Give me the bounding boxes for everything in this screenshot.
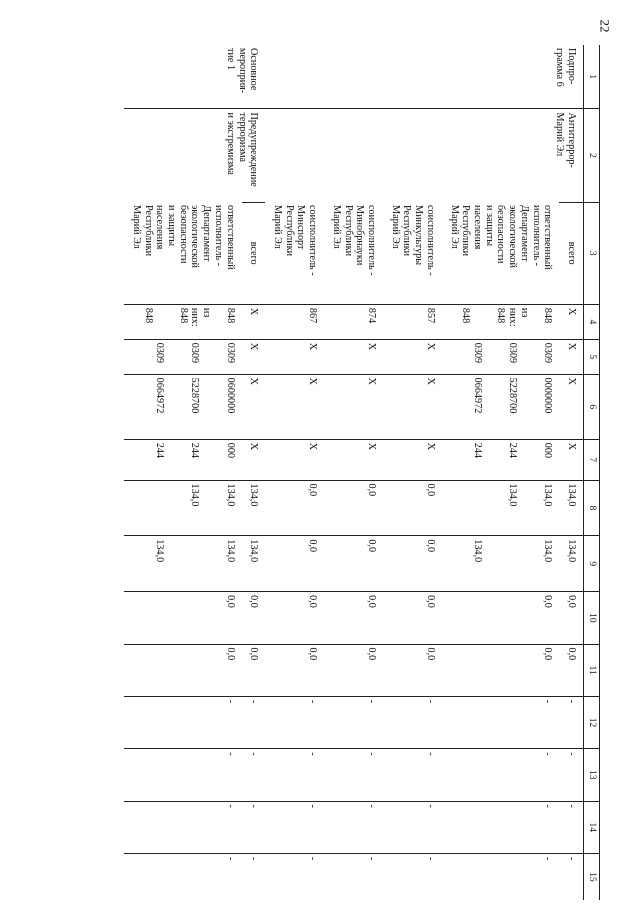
header-cell: 4 <box>584 304 600 339</box>
cell-c6: Х <box>265 374 324 439</box>
header-cell: 2 <box>584 109 600 202</box>
cell-c10: 0,0 <box>265 592 324 644</box>
header-cell: 1 <box>584 45 600 109</box>
header-cell: 11 <box>584 644 600 696</box>
cell-c8: 134,0 134,0 <box>442 480 559 536</box>
cell-c8: 134,0 134,0 <box>124 480 241 536</box>
cell-c10: 0,0 <box>242 592 266 644</box>
page-number: 22 <box>597 19 613 33</box>
cell-c15: - <box>324 853 383 900</box>
cell-c3: всего <box>559 202 583 304</box>
cell-c9: 134,0 134,0 <box>442 536 559 592</box>
cell-c6: Х <box>324 374 383 439</box>
cell-c4: 848 из них: 848 848 <box>124 304 241 339</box>
cell-c14: - <box>265 801 324 853</box>
cell-c3: ответственный исполнитель - Департамент экологической безопасности и защиты населения Республики Марий Эл <box>448 205 554 270</box>
cell-c10: 0,0 <box>442 592 559 644</box>
cell-c15: - <box>124 853 241 900</box>
table-row <box>559 45 583 900</box>
cell-c7: Х <box>265 439 324 480</box>
cell-c12: - <box>242 696 266 748</box>
header-cell: 9 <box>584 536 600 592</box>
cell-c14: - <box>242 801 266 853</box>
cell-c11: 0,0 <box>265 644 324 696</box>
cell-c10: 0,0 <box>383 592 442 644</box>
cell-c4: 857 <box>383 304 442 339</box>
cell-c14: - <box>383 801 442 853</box>
cell-c3: соисполнитель - Минкультуры Республики Марий Эл <box>389 205 436 276</box>
cell-c10: 0,0 <box>324 592 383 644</box>
cell-c15: - <box>242 853 266 900</box>
cell-c9: 134,0 <box>242 536 266 592</box>
cell-c9: 134,0 134,0 <box>124 536 241 592</box>
cell-c8: 134,0 <box>242 480 266 536</box>
table-row <box>242 45 266 900</box>
cell-c7: 000 244 244 <box>442 439 559 480</box>
cell-c13: - <box>265 749 324 801</box>
cell-c11: 0,0 <box>324 644 383 696</box>
header-cell: 10 <box>584 592 600 644</box>
cell-c5: Х <box>265 339 324 374</box>
cell-c8: 0,0 <box>383 480 442 536</box>
cell-c6: Х <box>383 374 442 439</box>
cell-c12: - <box>383 696 442 748</box>
cell-c6: Х <box>242 374 266 439</box>
cell-c13: - <box>559 749 583 801</box>
cell-c10: 0,0 <box>559 592 583 644</box>
cell-c5: Х <box>383 339 442 374</box>
header-cell: 6 <box>584 374 600 439</box>
cell-c8: 0,0 <box>324 480 383 536</box>
cell-c15: - <box>265 853 324 900</box>
cell-c11: 0,0 <box>559 644 583 696</box>
header-cell: 12 <box>584 696 600 748</box>
cell-c13: - <box>242 749 266 801</box>
cell-c7: Х <box>383 439 442 480</box>
cell-c3: ответственный исполнитель - Департамент экологической безопасности и защиты населения Республики Марий Эл <box>130 205 236 270</box>
cell-c8: 134,0 <box>559 480 583 536</box>
cell-c14: - <box>124 801 241 853</box>
cell-c4: Х <box>559 304 583 339</box>
cell-c3: всего <box>242 202 266 304</box>
cell-c12: - <box>559 696 583 748</box>
cell-c15: - <box>383 853 442 900</box>
cell-c13: - <box>324 749 383 801</box>
cell-c14: - <box>324 801 383 853</box>
program-name-cell: Антитеррор- Марий Эл <box>265 109 583 202</box>
cell-c12: - <box>324 696 383 748</box>
cell-c13: - <box>383 749 442 801</box>
cell-c5: 0309 0309 0309 <box>124 339 241 374</box>
cell-c6: Х <box>559 374 583 439</box>
cell-c9: 0,0 <box>265 536 324 592</box>
header-cell: 15 <box>584 853 600 900</box>
cell-c8: 0,0 <box>265 480 324 536</box>
header-cell: 7 <box>584 439 600 480</box>
cell-c11: 0,0 <box>442 644 559 696</box>
cell-c11: 0,0 <box>124 644 241 696</box>
cell-c9: 0,0 <box>324 536 383 592</box>
cell-c15: - <box>442 853 559 900</box>
cell-c9: 0,0 <box>383 536 442 592</box>
header-cell: 13 <box>584 749 600 801</box>
cell-c13: - <box>442 749 559 801</box>
cell-c7: Х <box>242 439 266 480</box>
cell-c12: - <box>124 696 241 748</box>
program-name-cell: Предупреждение терроризма и экстремизма <box>124 109 265 202</box>
cell-c3: соисполнитель - Минспорт Республики Марий Эл <box>271 205 319 276</box>
header-cell: 14 <box>584 801 600 853</box>
cell-c14: - <box>442 801 559 853</box>
cell-c10: 0,0 <box>124 592 241 644</box>
cell-c13: - <box>124 749 241 801</box>
cell-c9: 134,0 <box>559 536 583 592</box>
cell-c4: 867 <box>265 304 324 339</box>
table-body <box>124 45 584 900</box>
cell-c11: 0,0 <box>242 644 266 696</box>
cell-c7: Х <box>324 439 383 480</box>
program-code-cell: Подпро- грамма 6 <box>554 48 578 87</box>
cell-c5: Х <box>324 339 383 374</box>
header-cell: 5 <box>584 339 600 374</box>
cell-c4: 874 <box>324 304 383 339</box>
header-cell: 8 <box>584 480 600 536</box>
cell-c5: 0309 0309 0309 <box>442 339 559 374</box>
rotated-table-wrapper <box>11 45 600 900</box>
cell-c11: 0,0 <box>383 644 442 696</box>
cell-c7: 000 244 244 <box>124 439 241 480</box>
cell-c3: соисполнитель - Минобрнауки Республики Марий Эл <box>330 205 378 276</box>
cell-c6: 0600000 5228700 0664972 <box>124 374 241 439</box>
cell-c15: - <box>559 853 583 900</box>
cell-c4: Х <box>242 304 266 339</box>
program-code-cell: Основное мероприя- тие 1 <box>224 48 260 94</box>
cell-c5: Х <box>242 339 266 374</box>
table-header-row <box>584 45 600 900</box>
cell-c4: 848 из них: 848 848 <box>442 304 559 339</box>
budget-table <box>124 45 600 900</box>
cell-c12: - <box>265 696 324 748</box>
cell-c6: 0000000 5228700 0664972 <box>442 374 559 439</box>
header-cell: 3 <box>584 202 600 304</box>
cell-c12: - <box>442 696 559 748</box>
cell-c14: - <box>559 801 583 853</box>
cell-c7: Х <box>559 439 583 480</box>
cell-c5: Х <box>559 339 583 374</box>
